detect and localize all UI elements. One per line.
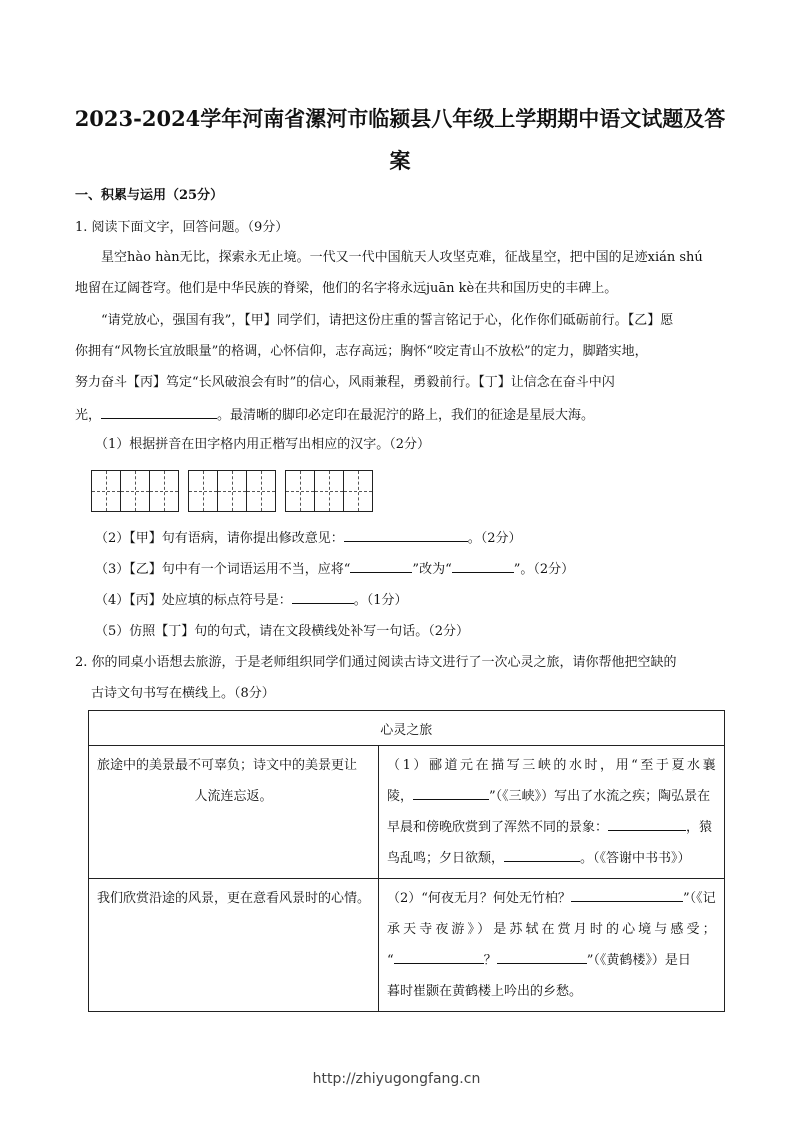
q1-sub2: [95, 528, 743, 549]
answer-blank[interactable]: [344, 528, 468, 542]
answer-blank[interactable]: [101, 405, 217, 419]
answer-blank[interactable]: [350, 559, 412, 573]
q1-passage-line: “请党放心，强国有我”，【甲】同学们，请把这份庄重的誓言铭记于心，化作你们砥砺前行。【乙】愿: [101, 313, 674, 328]
question-text: 。（1分）: [353, 593, 408, 608]
passage-text: 星空: [101, 250, 128, 265]
tianzige-cell[interactable]: [343, 471, 372, 511]
q1-sub4: [95, 590, 743, 611]
cell-text: 承天寺夜游》）是苏轼在赏月时的心境与感受；: [387, 922, 716, 937]
tianzige-cell[interactable]: [314, 471, 343, 511]
answer-blank[interactable]: [608, 817, 686, 831]
tianzige-cell[interactable]: [246, 471, 275, 511]
tianzige-cell[interactable]: [149, 471, 178, 511]
cell-text: 人流连忘返。: [194, 789, 273, 804]
tianzige-cell[interactable]: [120, 471, 149, 511]
tianzige-cell[interactable]: [217, 471, 246, 511]
cell-line: [387, 883, 716, 914]
tianzige-group: [91, 470, 179, 512]
passage-text: 光，: [75, 408, 102, 423]
pinyin: xián shú: [647, 250, 703, 265]
answer-blank[interactable]: [571, 888, 683, 902]
q1-sub5: （5）仿照【丁】句的句式，请在文段横线处补写一句话。（2分）: [95, 624, 470, 639]
table-header: 心灵之旅: [89, 711, 725, 746]
cell-text: （1）郦道元在描写三峡的水时，用“至于夏水襄: [387, 758, 716, 773]
tianzige-cell[interactable]: [92, 471, 120, 511]
q2-prompt: 2. 你的同桌小语想去旅游，于是老师组织同学们通过阅读古诗文进行了一次心灵之旅，请你帮他把空缺的: [75, 655, 677, 670]
q1-passage-line: 努力奋斗【丙】笃定“长风破浪会有时”的信心，风雨兼程，勇毅前行。【丁】让信念在奋斗中闪: [75, 375, 615, 390]
cell-text: ？: [483, 953, 497, 968]
cell-text: ”（《三峡》）写出了水流之疾；陶弘景在: [489, 789, 711, 804]
cell-text: 早晨和傍晚欣赏到了浑然不同的景象：: [387, 820, 609, 835]
section-heading: 一、积累与运用（25分）: [75, 188, 224, 203]
cell-text: “: [387, 953, 394, 968]
footer-url[interactable]: http://zhiyugongfang.cn: [312, 1071, 481, 1087]
question-text: ”。（2分）: [513, 562, 575, 577]
q2-prompt-cont: 古诗文句书写在横线上。（8分）: [91, 686, 275, 701]
cell-line: [387, 945, 716, 976]
table-row2-right: [379, 879, 725, 1012]
tianzige-group: [285, 470, 373, 512]
answer-blank[interactable]: [413, 786, 489, 800]
cell-text: 旅途中的美景最不可辜负；诗文中的美景更让: [97, 758, 358, 773]
cell-text: （2）“何夜无月？何处无竹柏？: [387, 891, 571, 906]
q1-passage-line: [101, 248, 749, 268]
answer-blank[interactable]: [292, 590, 354, 604]
q1-passage-line: [75, 405, 723, 426]
cell-text: ”（《黄鹤楼》）是日: [586, 953, 691, 968]
passage-text: 在共和国历史的丰碑上。: [474, 281, 618, 296]
tianzige-grids: [91, 470, 373, 512]
cell-text: 鸟乱鸣；夕日欲颓，: [387, 851, 505, 866]
q1-prompt: 1. 阅读下面文字，回答问题。（9分）: [75, 220, 289, 235]
cell-line: [387, 843, 716, 874]
table-row2-left: [89, 879, 379, 1012]
tianzige-cell[interactable]: [189, 471, 217, 511]
tianzige-group: [188, 470, 276, 512]
question-text: ”改为“: [412, 562, 452, 577]
answer-blank[interactable]: [394, 950, 484, 964]
passage-text: 。最清晰的脚印必定印在最泥泞的路上，我们的征途是星辰大海。: [217, 408, 595, 423]
question-text: （3）【乙】句中有一个词语运用不当，应将“: [95, 562, 351, 577]
answer-blank[interactable]: [497, 950, 587, 964]
poem-table: [88, 710, 725, 1012]
cell-line: [387, 781, 716, 812]
q1-passage-line: [75, 279, 723, 299]
q1-passage-line: 你拥有“风物长宜放眼量”的格调，心怀信仰，志存高远；胸怀“咬定青山不放松”的定力，脚踏实地，: [75, 344, 648, 359]
cell-text: 。（《答谢中书书》）: [580, 851, 691, 866]
page-title-line1: 2023-2024学年河南省漯河市临颍县八年级上学期期中语文试题及答: [74, 106, 726, 131]
pinyin: hào hàn: [127, 250, 180, 265]
cell-text: ，猿: [686, 820, 713, 835]
question-text: （4）【丙】处应填的标点符号是：: [95, 593, 292, 608]
pinyin: juān kè: [426, 281, 475, 296]
cell-line: [387, 812, 716, 843]
passage-text: 地留在辽阔苍穹。他们是中华民族的脊梁，他们的名字将永远: [75, 281, 427, 296]
table-row1-right: [379, 746, 725, 879]
cell-text: 我们欣赏沿途的风景，更在意看风景时的心情。: [97, 891, 371, 906]
question-text: 。（2分）: [467, 531, 522, 546]
cell-text: 暮时崔颢在黄鹤楼上吟出的乡愁。: [387, 984, 583, 999]
tianzige-cell[interactable]: [286, 471, 314, 511]
page-title-line2: 案: [389, 148, 411, 173]
q1-sub3: [95, 559, 743, 580]
cell-text: 陵，: [387, 789, 414, 804]
answer-blank[interactable]: [504, 848, 580, 862]
passage-text: 无比，探索永无止境。一代又一代中国航天人攻坚克难，征战星空，把中国的足迹: [179, 250, 648, 265]
table-row1-left: [89, 746, 379, 879]
question-text: （2）【甲】句有语病，请你提出修改意见：: [95, 531, 344, 546]
q1-sub1: （1）根据拼音在田字格内用正楷写出相应的汉字。（2分）: [95, 437, 431, 452]
answer-blank[interactable]: [452, 559, 514, 573]
cell-text: ”（《记: [682, 891, 716, 906]
